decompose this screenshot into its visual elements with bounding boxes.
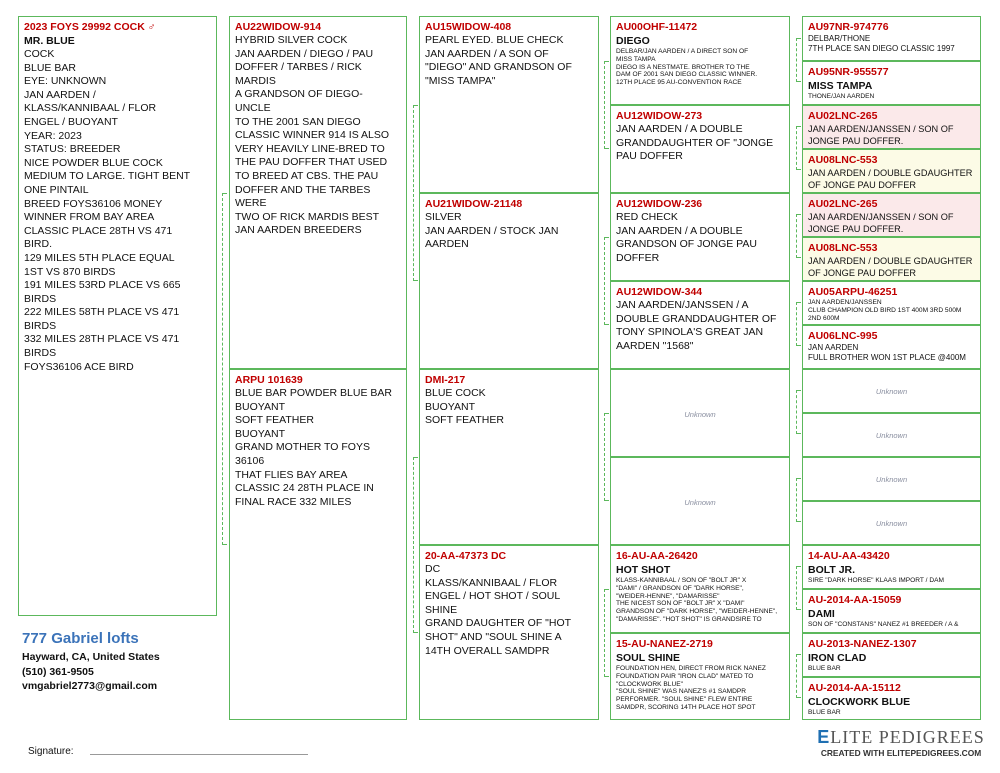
pedigree-id: AU-2014-AA-15112 bbox=[808, 682, 901, 694]
pedigree-id: AU22WIDOW-914 bbox=[235, 21, 322, 33]
unknown-card bbox=[610, 369, 790, 457]
pedigree-details: SON OF "CONSTANS" NANEZ #1 BREEDER / A & bbox=[808, 621, 959, 628]
pedigree-details: DC KLASS/KANNIBAAL / FLOR ENGEL / HOT SHOT / SOUL SHINE GRAND DAUGHTER OF "HOT SHOT" AND "SOUL SHINE A 14TH OVERALL SAMDPR bbox=[425, 563, 572, 657]
great-grandparent-card bbox=[610, 193, 790, 281]
pedigree-name: HOT SHOT bbox=[616, 564, 671, 576]
grandparent-card bbox=[419, 193, 599, 369]
g4-card bbox=[802, 545, 981, 589]
pedigree-id: AU00OHF-11472 bbox=[616, 21, 698, 33]
pedigree-id: AU12WIDOW-344 bbox=[616, 286, 703, 298]
pedigree-id: AU21WIDOW-21148 bbox=[425, 198, 523, 210]
great-grandparent-card bbox=[610, 633, 790, 720]
pedigree-id: AU95NR-955577 bbox=[808, 66, 889, 78]
sire-card bbox=[229, 16, 407, 369]
subject-name: MR. BLUE bbox=[24, 35, 75, 47]
loft-email: vmgabriel2773@gmail.com bbox=[22, 680, 158, 692]
connector bbox=[413, 105, 418, 281]
grandparent-card bbox=[419, 545, 599, 720]
pedigree-details: JAN AARDEN FULL BROTHER WON 1ST PLACE @400M bbox=[808, 343, 966, 362]
unknown-card bbox=[610, 457, 790, 545]
great-grandparent-card bbox=[610, 105, 790, 193]
pedigree-id: AU97NR-974776 bbox=[808, 21, 889, 33]
loft-name: 777 Gabriel lofts bbox=[22, 630, 139, 647]
subject-details: COCK BLUE BAR EYE: UNKNOWN JAN AARDEN / KLASS/KANNIBAAL / FLOR ENGEL / BUOYANT YEAR: 2023 STATUS: BREEDER NICE POWDER BLUE COCK MEDIUM TO LARGE. TIGHT BENT ONE PINTAIL BREED FOYS36106 MONEY WINNER FROM BAY AREA CLASSIC PLACE 28TH VS 471 BIRD. 129 MILES 5TH PLACE EQUAL 1ST VS 870 BIRDS 191 MILES 53RD PLACE VS 665 BIRDS 222 MILES 58TH PLACE VS 471 BIRDS 332 MILES 28TH PLACE VS 471 BIRDS FOYS36106 ACE BIRD bbox=[24, 48, 191, 373]
pedigree-details: RED CHECK JAN AARDEN / A DOUBLE GRANDSON OF JONGE PAU DOFFER bbox=[616, 211, 757, 264]
pedigree-details: FOUNDATION HEN, DIRECT FROM RICK NANEZ FOUNDATION PAIR "IRON CLAD" MATED TO "CLOCKWORK BLUE" "SOUL SHINE" WAS NANEZ'S #1 SAMDPR PERFORMER. "SOUL SHINE" FLEW ENTIRE SAMDPR, SCORING 14TH PLACE HOT SPOT bbox=[616, 665, 766, 711]
pedigree-details: THONE/JAN AARDEN bbox=[808, 93, 875, 100]
pedigree-details: SILVER JAN AARDEN / STOCK JAN AARDEN bbox=[425, 211, 559, 251]
pedigree-id: AU02LNC-265 bbox=[808, 198, 878, 210]
signature-label: Signature: bbox=[28, 746, 74, 757]
loft-address: Hayward, CA, United States bbox=[22, 651, 160, 663]
pedigree-details: DELBAR/THONE 7TH PLACE SAN DIEGO CLASSIC 1997 bbox=[808, 34, 955, 53]
pedigree-details: JAN AARDEN/JANSSEN / SON OF JONGE PAU DOFFER. bbox=[808, 212, 954, 234]
g4-card bbox=[802, 193, 981, 237]
unknown-card bbox=[802, 369, 981, 413]
unknown-label: Unknown bbox=[684, 410, 716, 419]
connector bbox=[604, 589, 609, 677]
pedigree-details: SIRE "DARK HORSE" KLAAS IMPORT / DAM bbox=[808, 577, 944, 584]
g4-card bbox=[802, 325, 981, 369]
pedigree-id: 20-AA-47373 DC bbox=[425, 550, 507, 562]
g4-card bbox=[802, 16, 981, 61]
unknown-card bbox=[802, 501, 981, 545]
pedigree-name: CLOCKWORK BLUE bbox=[808, 696, 911, 708]
g4-card bbox=[802, 237, 981, 281]
pedigree-details: BLUE BAR bbox=[808, 665, 841, 672]
pedigree-name: IRON CLAD bbox=[808, 652, 867, 664]
dam-card bbox=[229, 369, 407, 720]
pedigree-name: SOUL SHINE bbox=[616, 652, 680, 664]
connector bbox=[604, 413, 609, 501]
unknown-label: Unknown bbox=[875, 387, 908, 396]
subject-id: 2023 FOYS 29992 COCK ♂ bbox=[24, 21, 156, 33]
pedigree-id: AU08LNC-553 bbox=[808, 154, 878, 166]
pedigree-details: PEARL EYED. BLUE CHECK JAN AARDEN / A SON OF "DIEGO" AND GRANDSON OF "MISS TAMPA" bbox=[425, 34, 572, 87]
g4-card bbox=[802, 677, 981, 720]
connector bbox=[796, 478, 801, 522]
connector bbox=[222, 193, 227, 545]
pedigree-details: HYBRID SILVER COCK JAN AARDEN / DIEGO / PAU DOFFER / TARBES / RICK MARDIS A GRANDSON OF DIEGO- UNCLE TO THE 2001 SAN DIEGO CLASSIC WINNER 914 IS ALSO VERY HEAVILY LINE-BRED TO THE PAU DOFFER THAT USED TO BREED AT CBS. THE PAU DOFFER AND THE TARBES WERE TWO OF RICK MARDIS BEST JAN AARDEN BREEDERS bbox=[235, 34, 390, 237]
pedigree-details: BLUE COCK BUOYANT SOFT FEATHER bbox=[425, 387, 504, 427]
loft-phone: (510) 361-9505 bbox=[22, 666, 94, 678]
unknown-label: Unknown bbox=[875, 431, 908, 440]
pedigree-details: JAN AARDEN / DOUBLE GDAUGHTER OF JONGE PAU DOFFER bbox=[808, 168, 973, 190]
connector bbox=[796, 302, 801, 346]
pedigree-details: BLUE BAR POWDER BLUE BAR BUOYANT SOFT FEATHER BUOYANT GRAND MOTHER TO FOYS 36106 THAT FLIES BAY AREA CLASSIC 24 28TH PLACE IN FINAL RACE 332 MILES bbox=[235, 387, 392, 508]
unknown-label: Unknown bbox=[875, 519, 908, 528]
pedigree-id: DMI-217 bbox=[425, 374, 466, 386]
pedigree-details: JAN AARDEN/JANSSEN / A DOUBLE GRANDDAUGHTER OF TONY SPINOLA'S GREAT JAN AARDEN "1568" bbox=[616, 299, 777, 352]
pedigree-details: JAN AARDEN / DOUBLE GDAUGHTER OF JONGE PAU DOFFER bbox=[808, 256, 973, 278]
pedigree-id: 14-AU-AA-43420 bbox=[808, 550, 890, 562]
connector bbox=[604, 61, 609, 149]
elite-pedigrees-logo bbox=[816, 727, 986, 758]
pedigree-id: AU12WIDOW-273 bbox=[616, 110, 703, 122]
pedigree-id: 15-AU-NANEZ-2719 bbox=[616, 638, 713, 650]
unknown-card bbox=[802, 413, 981, 457]
subject-card bbox=[18, 16, 217, 616]
pedigree-id: 16-AU-AA-26420 bbox=[616, 550, 698, 562]
logo-tagline: CREATED WITH ELITEPEDIGREES.COM bbox=[820, 748, 982, 758]
g4-card bbox=[802, 149, 981, 193]
connector bbox=[796, 390, 801, 434]
pedigree-details: JAN AARDEN/JANSSEN / SON OF JONGE PAU DOFFER. bbox=[808, 124, 954, 146]
great-grandparent-card bbox=[610, 16, 790, 105]
pedigree-details: JAN AARDEN / A DOUBLE GRANDDAUGHTER OF "JONGE PAU DOFFER bbox=[616, 123, 774, 163]
connector bbox=[796, 654, 801, 698]
pedigree-details: JAN AARDEN/JANSSEN CLUB CHAMPION OLD BIRD 1ST 400M 3RD 500M 2ND 600M bbox=[808, 299, 962, 322]
pedigree-name: BOLT JR. bbox=[808, 564, 856, 576]
pedigree-id: AU05ARPU-46251 bbox=[808, 286, 898, 298]
pedigree-id: AU08LNC-553 bbox=[808, 242, 878, 254]
great-grandparent-card bbox=[610, 545, 790, 633]
connector bbox=[604, 237, 609, 325]
connector bbox=[796, 38, 801, 82]
pedigree-id: AU-2013-NANEZ-1307 bbox=[808, 638, 917, 650]
g4-card bbox=[802, 281, 981, 325]
g4-card bbox=[802, 105, 981, 149]
pedigree-id: AU12WIDOW-236 bbox=[616, 198, 703, 210]
logo-wordmark: ELITE PEDIGREES bbox=[817, 727, 985, 747]
pedigree-id: AU15WIDOW-408 bbox=[425, 21, 512, 33]
great-grandparent-card bbox=[610, 281, 790, 369]
grandparent-card bbox=[419, 16, 599, 193]
pedigree-id: ARPU 101639 bbox=[235, 374, 303, 386]
unknown-label: Unknown bbox=[875, 475, 908, 484]
pedigree-name: DIEGO bbox=[616, 35, 650, 47]
unknown-card bbox=[802, 457, 981, 501]
connector bbox=[796, 566, 801, 610]
grandparent-card bbox=[419, 369, 599, 545]
pedigree-details: KLASS-KANNIBAAL / SON OF "BOLT JR" X "DAMI" / GRANDSON OF "DARK HORSE", "WEIDER-HENNE", "DAMARISSE" THE NICEST SON OF "BOLT JR" X "DAMI" GRANDSON OF "DARK HORSE", "WEIDER-HENNE", "DAMARISSE". "HOT SHOT" IS GRANDSIRE TO bbox=[616, 577, 778, 623]
signature-line bbox=[90, 754, 308, 755]
pedigree-name: DAMI bbox=[808, 608, 835, 620]
pedigree-id: AU-2014-AA-15059 bbox=[808, 594, 902, 606]
pedigree-name: MISS TAMPA bbox=[808, 80, 873, 92]
pedigree-id: AU02LNC-265 bbox=[808, 110, 878, 122]
unknown-label: Unknown bbox=[684, 498, 716, 507]
pedigree-details: BLUE BAR bbox=[808, 709, 841, 716]
pedigree-id: AU06LNC-995 bbox=[808, 330, 878, 342]
g4-card bbox=[802, 589, 981, 633]
g4-card bbox=[802, 61, 981, 105]
connector bbox=[796, 214, 801, 258]
connector bbox=[413, 457, 418, 633]
g4-card bbox=[802, 633, 981, 677]
pedigree-details: DELBAR/JAN AARDEN / A DIRECT SON OF MISS TAMPA DIEGO IS A NESTMATE. BROTHER TO THE DAM OF 2001 SAN DIEGO CLASSIC WINNER. 12TH PLACE 95 AU-CONVENTION RACE bbox=[616, 48, 758, 87]
connector bbox=[796, 126, 801, 170]
